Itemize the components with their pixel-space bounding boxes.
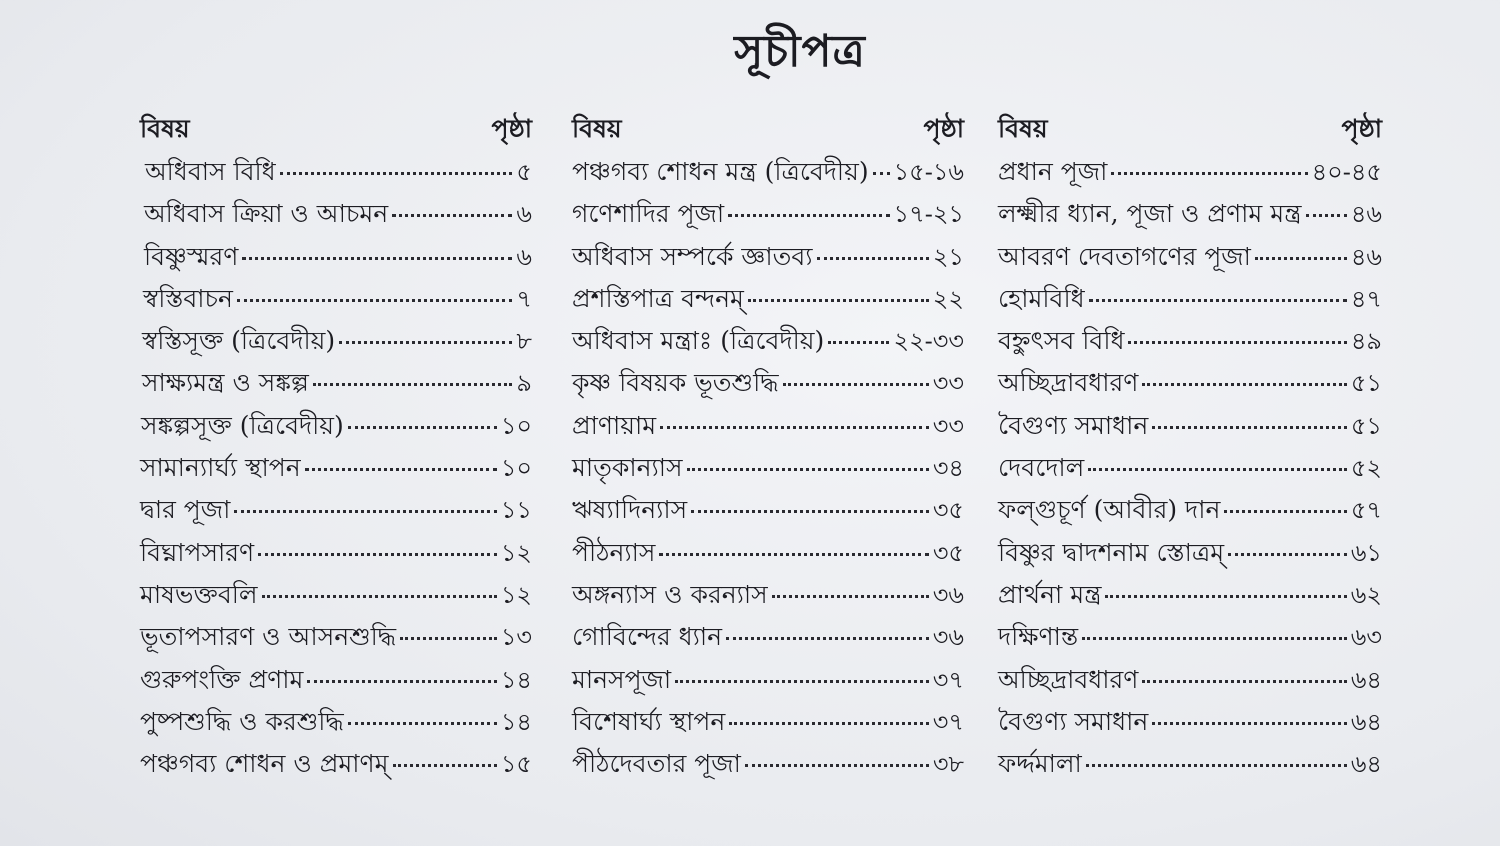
toc-entry-title: অচ্ছিদ্রাবধারণ (998, 664, 1139, 694)
toc-entry (998, 406, 1382, 448)
dot-leader (828, 341, 889, 344)
toc-entry (140, 490, 532, 532)
subject-heading: বিষয় (572, 114, 622, 143)
toc-column-1 (140, 112, 532, 786)
column-header (572, 112, 964, 152)
dot-leader (400, 637, 497, 640)
dot-leader (1224, 510, 1346, 513)
toc-entry-title: গোবিন্দের ধ্যান (572, 622, 723, 652)
toc-entry-page: ২২ (932, 284, 964, 313)
toc-entry-title: গুরুপংক্তি প্রণাম (140, 664, 304, 694)
toc-entry-title: বিষ্ণুস্মরণ (144, 241, 239, 271)
toc-entry-page: ৩৩ (932, 369, 964, 398)
dot-leader (745, 764, 929, 767)
dot-leader (1111, 172, 1307, 175)
toc-entry-page: ২১ (932, 242, 964, 271)
dot-leader (1105, 595, 1346, 598)
dot-leader (339, 341, 512, 344)
toc-entry-page: ৩৫ (932, 538, 964, 567)
toc-entry (140, 702, 532, 744)
dot-leader (392, 214, 512, 217)
toc-entry-page: ৩৮ (932, 750, 964, 779)
page-heading: পৃষ্ঠা (923, 114, 964, 143)
dot-leader (393, 764, 497, 767)
toc-entry (998, 744, 1382, 786)
dot-leader (1089, 299, 1347, 302)
toc-entry-page: ১০ (500, 454, 532, 483)
toc-entry (572, 702, 964, 744)
toc-entry (998, 490, 1382, 532)
dot-leader (1255, 257, 1347, 260)
dot-leader (1128, 341, 1346, 344)
toc-entry-page: ৫২ (1350, 454, 1382, 483)
toc-entry (572, 279, 964, 321)
dot-leader (313, 383, 513, 386)
dot-leader (1142, 383, 1346, 386)
toc-entry-page: ১৫-১৬ (893, 158, 964, 186)
toc-entry-page: ৫১ (1350, 369, 1382, 398)
toc-entry-title: বহ্নুৎসব বিধি (998, 326, 1125, 356)
toc-entry (572, 406, 964, 448)
toc-entry-title: পুষ্পশুদ্ধি ও করশুদ্ধি (140, 706, 344, 736)
toc-entry-page: ৩৬ (932, 580, 964, 609)
toc-entry-page: ৩৬ (932, 623, 964, 652)
toc-entry-page: ৫৭ (1350, 496, 1382, 525)
toc-entry (998, 448, 1382, 490)
toc-entry-page: ৩৩ (932, 411, 964, 440)
dot-leader (691, 510, 929, 513)
toc-entry-page: ৬৩ (1350, 623, 1382, 652)
toc-entry (140, 237, 532, 279)
toc-entry-page: ৬ (516, 200, 532, 229)
toc-list (140, 152, 532, 786)
toc-entry (572, 321, 964, 363)
toc-entry (572, 237, 964, 279)
toc-list (572, 152, 964, 786)
toc-entry-page: ৪৭ (1350, 284, 1382, 313)
toc-entry-title: সাক্ষ্যমন্ত্র ও সঙ্কল্প (142, 368, 309, 398)
toc-entry-page: ১৩ (500, 623, 532, 652)
toc-entry-title: অধিবাস ক্রিয়া ও আচমন (144, 199, 389, 229)
dot-leader (258, 553, 497, 556)
dot-leader (1088, 468, 1347, 471)
toc-entry (140, 660, 532, 702)
dot-leader (348, 722, 497, 725)
toc-entry-title: মাষভক্তবলি (140, 579, 258, 609)
toc-entry-title: সঙ্কল্পসূক্ত (ত্রিবেদীয়) (141, 410, 344, 440)
toc-entry (572, 194, 964, 236)
toc-entry-title: স্বস্তিবাচন (143, 283, 233, 313)
dot-leader (660, 426, 929, 429)
toc-entry (140, 279, 532, 321)
toc-entry-page: ১২ (500, 580, 532, 609)
toc-entry-page: ৬৪ (1350, 750, 1382, 779)
toc-entry (998, 321, 1382, 363)
toc-entry-page: ৪৯ (1350, 327, 1382, 356)
toc-entry-title: ফর্দ্দমালা (998, 749, 1082, 779)
page-heading: পৃষ্ঠা (1341, 114, 1382, 143)
toc-entry-page: ১১ (500, 496, 532, 525)
toc-entry-page: ৬ (516, 242, 532, 271)
column-header (998, 112, 1382, 152)
toc-entry (998, 660, 1382, 702)
toc-entry-title: প্রার্থনা মন্ত্র (998, 579, 1102, 609)
toc-entry-page: ১৫ (500, 750, 532, 779)
toc-entry-page: ৩৭ (932, 665, 964, 694)
toc-entry-page: ১৭-২১ (893, 200, 964, 229)
dot-leader (726, 637, 929, 640)
toc-entry-title: বিশেষার্ঘ্য স্থাপন (572, 706, 726, 736)
toc-entry (572, 575, 964, 617)
toc-entry-title: দেবদোল (998, 453, 1085, 483)
toc-entry-title: অচ্ছিদ্রাবধারণ (998, 368, 1139, 398)
dot-leader (873, 172, 890, 175)
toc-entry-title: অঙ্গন্যাস ও করন্যাস (572, 579, 768, 609)
toc-column-2 (572, 112, 964, 786)
toc-entry-page: ১৪ (500, 665, 532, 694)
toc-entry-title: বিষ্ণুর দ্বাদশনাম স্তোত্রম্ (998, 537, 1225, 567)
toc-entry (572, 617, 964, 659)
toc-entry (140, 321, 532, 363)
page-title: সূচীপত্র (734, 26, 866, 77)
toc-entry-title: সামান্যার্ঘ্য স্থাপন (140, 453, 301, 483)
dot-leader (817, 257, 929, 260)
toc-list (998, 152, 1382, 786)
toc-entry-title: মাতৃকান্যাস (572, 453, 683, 483)
toc-entry (998, 194, 1382, 236)
toc-entry (140, 194, 532, 236)
toc-entry-title: গণেশাদির পূজা (572, 199, 725, 229)
toc-entry (998, 617, 1382, 659)
toc-entry-title: প্রশস্তিপাত্র বন্দনম্ (572, 283, 744, 313)
dot-leader (307, 680, 496, 683)
toc-entry-page: ৪৬ (1350, 200, 1382, 229)
column-header (140, 112, 532, 152)
toc-entry (140, 617, 532, 659)
toc-entry-title: প্রধান পূজা (998, 157, 1108, 186)
toc-entry-page: ৩৫ (932, 496, 964, 525)
toc-entry (140, 152, 532, 194)
toc-entry-page: ৪৬ (1350, 242, 1382, 271)
toc-entry-title: পঞ্চগব্য শোধন ও প্রমাণম্ (140, 749, 389, 779)
dot-leader (728, 214, 889, 217)
dot-leader (687, 468, 929, 471)
dot-leader (675, 680, 929, 683)
toc-entry (140, 575, 532, 617)
toc-entry (572, 660, 964, 702)
toc-entry-page: ৬১ (1350, 538, 1382, 567)
toc-entry (140, 533, 532, 575)
toc-entry-page: ৭ (516, 284, 532, 313)
toc-entry-page: ৯ (516, 369, 532, 398)
toc-column-3 (998, 112, 1382, 786)
dot-leader (1228, 553, 1347, 556)
toc-entry (140, 744, 532, 786)
page-heading: পৃষ্ঠা (491, 114, 532, 143)
dot-leader (348, 426, 497, 429)
toc-entry-title: পীঠন্যাস (572, 537, 656, 567)
toc-entry-page: ১৪ (500, 707, 532, 736)
dot-leader (659, 553, 928, 556)
toc-entry-title: আবরণ দেবতাগণের পূজা (998, 241, 1251, 271)
toc-entry-title: ঋষ্যাদিন্যাস (572, 495, 688, 525)
toc-entry-title: লক্ষ্মীর ধ্যান, পূজা ও প্রণাম মন্ত্র (998, 199, 1302, 229)
toc-entry-page: ২২-৩৩ (893, 327, 964, 356)
dot-leader (748, 299, 929, 302)
toc-entry-title: বিঘ্নাপসারণ (140, 537, 255, 567)
dot-leader (1152, 426, 1347, 429)
dot-leader (1142, 680, 1346, 683)
toc-entry-title: ভূতাপসারণ ও আসনশুদ্ধি (140, 622, 397, 652)
subject-heading: বিষয় (140, 114, 190, 143)
toc-entry-title: অধিবাস বিধি (145, 157, 276, 186)
dot-leader (242, 257, 512, 260)
toc-entry-title: দ্বার পূজা (140, 495, 231, 525)
toc-entry (998, 575, 1382, 617)
toc-entry (998, 152, 1382, 194)
dot-leader (772, 595, 929, 598)
toc-entry (998, 363, 1382, 405)
toc-entry-title: বৈগুণ্য সমাধান (998, 410, 1149, 440)
toc-entry (572, 490, 964, 532)
toc-entry-page: ১০ (500, 411, 532, 440)
toc-entry-title: কৃষ্ণ বিষয়ক ভূতশুদ্ধি (572, 368, 779, 398)
toc-entry-title: মানসপূজা (572, 664, 672, 694)
toc-entry-title: বৈগুণ্য সমাধান (998, 706, 1149, 736)
toc-entry (998, 533, 1382, 575)
toc-entry-title: প্রাণায়াম (572, 410, 657, 440)
dot-leader (237, 299, 512, 302)
toc-entry (140, 448, 532, 490)
toc-entry-page: ৬২ (1350, 580, 1382, 609)
toc-entry-page: ৪০-৪৫ (1311, 158, 1382, 186)
toc-entry-page: ৮ (516, 327, 532, 356)
dot-leader (1082, 637, 1347, 640)
toc-entry (572, 744, 964, 786)
dot-leader (262, 595, 497, 598)
toc-entry (572, 363, 964, 405)
dot-leader (1306, 214, 1347, 217)
toc-entry-title: অধিবাস মন্ত্রাঃ (ত্রিবেদীয়) (572, 326, 825, 356)
toc-entry-page: ৬৪ (1350, 707, 1382, 736)
dot-leader (1086, 764, 1347, 767)
toc-entry (998, 279, 1382, 321)
toc-entry-page: ৩৭ (932, 707, 964, 736)
toc-entry-title: অধিবাস সম্পর্কে জ্ঞাতব্য (572, 241, 813, 271)
dot-leader (234, 510, 496, 513)
toc-entry-title: পঞ্চগব্য শোধন মন্ত্র (ত্রিবেদীয়) (572, 157, 869, 186)
toc-entry (572, 533, 964, 575)
dot-leader (783, 383, 929, 386)
toc-entry (572, 152, 964, 194)
toc-entry-title: পীঠদেবতার পূজা (572, 749, 741, 779)
toc-entry-title: ফল্গুচূর্ণ (আবীর) দান (998, 495, 1221, 525)
toc-entry (140, 363, 532, 405)
dot-leader (1152, 722, 1346, 725)
toc-entry-page: ৫১ (1350, 411, 1382, 440)
toc-entry-page: ৫ (516, 158, 532, 186)
toc-entry (572, 448, 964, 490)
dot-leader (729, 722, 929, 725)
toc-entry (140, 406, 532, 448)
dot-leader (305, 468, 497, 471)
toc-entry (998, 702, 1382, 744)
toc-entry-title: দক্ষিণান্ত (998, 622, 1079, 652)
toc-entry-page: ১২ (500, 538, 532, 567)
toc-entry-title: স্বস্তিসূক্ত (ত্রিবেদীয়) (142, 326, 336, 356)
toc-entry-title: হোমবিধি (998, 283, 1085, 313)
subject-heading: বিষয় (998, 114, 1048, 143)
dot-leader (280, 172, 513, 175)
toc-entry-page: ৬৪ (1350, 665, 1382, 694)
toc-entry-page: ৩৪ (932, 454, 964, 483)
toc-entry (998, 237, 1382, 279)
